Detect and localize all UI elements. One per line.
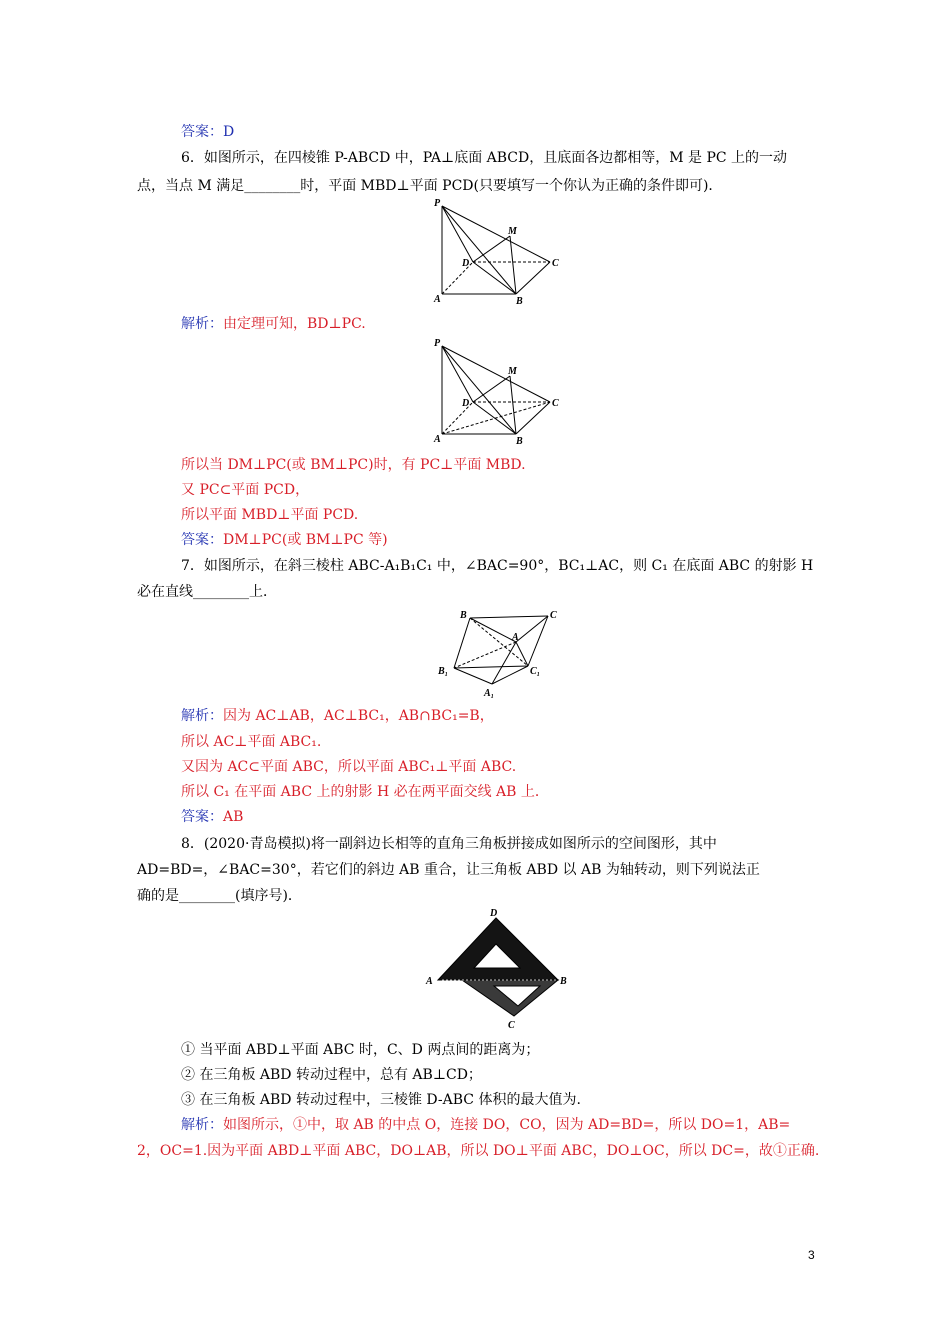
q6-fig1-label-b: B — [516, 296, 523, 307]
q6-line-2: 点，当点 M 满足________时，平面 MBD⊥平面 PCD(只要填写一个你认为正确的条件即可)． — [137, 178, 723, 194]
q6-analysis — [181, 314, 366, 334]
q7-answer-text: AB — [223, 809, 244, 825]
q7-fig-label-a1: A₁ — [484, 688, 495, 699]
q6-pyramid-figure-1 — [428, 196, 568, 308]
q7-step-1: 所以 AC⊥平面 ABC₁. — [181, 734, 322, 750]
q7-analysis-label: 解析： — [181, 708, 223, 724]
q6-fig2-label-a: A — [434, 434, 441, 445]
q8-analysis — [181, 1115, 790, 1135]
q7-line-1: 7．如图所示，在斜三棱柱 ABC-A₁B₁C₁ 中，∠BAC=90°，BC₁⊥AC，则 C₁ 在底面 ABC 的射影 H — [181, 558, 814, 574]
q6-fig1-label-m: M — [508, 226, 517, 237]
q6-fig2-label-b: B — [516, 436, 523, 447]
q8-line-2: AD=BD=，∠BAC=30°，若它们的斜边 AB 重合，让三角板 ABD 以 AB 为轴转动，则下列说法正 — [137, 862, 760, 878]
q6-fig2-label-c: C — [552, 398, 559, 409]
q8-analysis-continuation: 2，OC=1.因为平面 ABD⊥平面 ABC，DO⊥AB，所以 DO⊥平面 ABC，DO⊥OC，所以 DC=，故①正确. — [137, 1143, 820, 1159]
q7-fig-label-c1: C₁ — [530, 666, 541, 677]
q8-option-2: ② 在三角板 ABD 转动过程中，总有 AB⊥CD； — [181, 1067, 482, 1083]
q7-fig-label-a: A — [512, 632, 519, 643]
q8-line-3: 确的是________(填序号)． — [137, 888, 302, 904]
answer-5 — [181, 122, 234, 142]
q8-option-1: ① 当平面 ABD⊥平面 ABC 时，C、D 两点间的距离为； — [181, 1042, 540, 1058]
q7-fig-label-c: C — [550, 610, 557, 621]
q6-answer-text: DM⊥PC(或 BM⊥PC 等) — [223, 532, 388, 548]
q6-analysis-label: 解析： — [181, 316, 223, 332]
q7-line-2: 必在直线________上． — [137, 584, 277, 600]
q8-option-3: ③ 在三角板 ABD 转动过程中，三棱锥 D-ABC 体积的最大值为. — [181, 1092, 581, 1108]
q7-fig-label-b: B — [460, 610, 467, 621]
q6-fig2-label-d: D — [462, 398, 470, 409]
q8-set-squares-figure — [422, 906, 572, 1032]
q7-fig-label-b1: B₁ — [438, 666, 449, 677]
q6-line-1: 6．如图所示，在四棱锥 P-ABCD 中，PA⊥底面 ABCD，且底面各边都相等，M 是 PC 上的一动 — [181, 150, 788, 166]
q8-fig-label-d: D — [490, 908, 498, 919]
q6-fig2-label-m: M — [508, 366, 517, 377]
q7-analysis-text: 因为 AC⊥AB，AC⊥BC₁，AB∩BC₁=B， — [223, 708, 494, 724]
q6-fig1-label-c: C — [552, 258, 559, 269]
q8-line-1: 8．(2020·青岛模拟)将一副斜边长相等的直角三角板拼接成如图所示的空间图形，其中 — [181, 836, 717, 852]
q7-step-2: 又因为 AC⊂平面 ABC，所以平面 ABC₁⊥平面 ABC. — [181, 759, 517, 775]
q6-fig1-label-d: D — [462, 258, 470, 269]
q7-analysis — [181, 706, 494, 726]
q8-fig-label-b: B — [560, 976, 567, 987]
q6-step-2: 又 PC⊂平面 PCD， — [181, 482, 310, 498]
q6-pyramid-figure-2 — [428, 336, 568, 448]
page-number: 3 — [808, 1248, 815, 1262]
q7-prism-figure — [432, 604, 562, 702]
q6-step-1: 所以当 DM⊥PC(或 BM⊥PC)时，有 PC⊥平面 MBD. — [181, 457, 526, 473]
q8-fig-label-a: A — [426, 976, 433, 987]
q7-step-3: 所以 C₁ 在平面 ABC 上的射影 H 必在两平面交线 AB 上． — [181, 784, 549, 800]
q6-fig1-label-a: A — [434, 294, 441, 305]
q6-fig1-label-p: P — [434, 198, 441, 209]
q6-answer-label: 答案： — [181, 532, 223, 548]
q8-analysis-text: 如图所示，①中，取 AB 的中点 O，连接 DO，CO，因为 AD=BD=，所以 DO=1，AB= — [223, 1117, 791, 1133]
q8-fig-label-c: C — [508, 1020, 515, 1031]
q8-analysis-label: 解析： — [181, 1117, 223, 1133]
q6-analysis-text: 由定理可知，BD⊥PC. — [223, 316, 366, 332]
q7-answer — [181, 807, 243, 827]
q6-fig2-label-p: P — [434, 338, 441, 349]
q7-answer-label: 答案： — [181, 809, 223, 825]
q6-answer — [181, 530, 388, 550]
q6-step-3: 所以平面 MBD⊥平面 PCD. — [181, 507, 359, 523]
answer-5-text: 答案：D — [181, 124, 235, 140]
